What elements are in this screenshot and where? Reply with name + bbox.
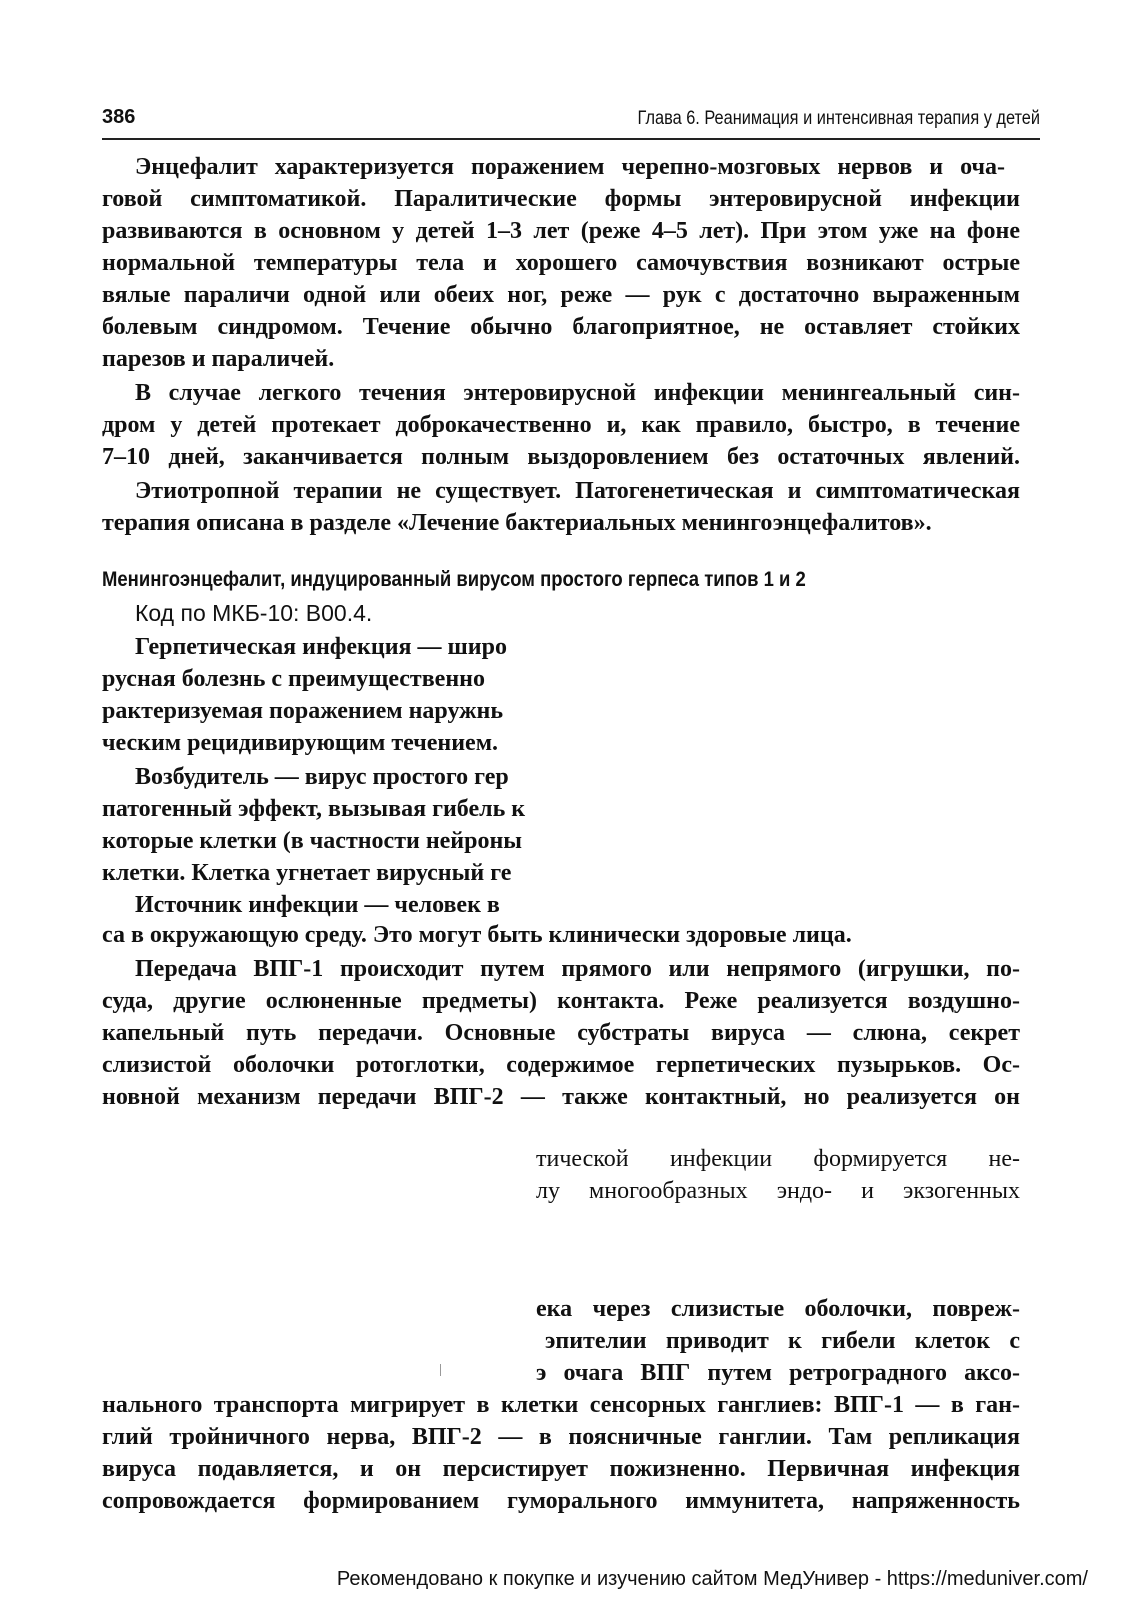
text-line: э очага ВПГ путем ретроградного аксо- [536,1360,1020,1386]
text-line: тической инфекции формируется не- [536,1146,1020,1172]
text-line: дром у детей протекает доброкачественно и, как правило, быстро, в течение [102,412,1020,438]
footer-note: Рекомендовано к покупке и изучению сайтом МедУнивер - https://meduniver.com/ [336,1568,1088,1590]
text-line: вялые параличи одной или обеих ног, реже — рук с достаточно выраженным [102,282,1020,308]
text-line: развиваются в основном у детей 1–3 лет (реже 4–5 лет). При этом уже на фоне [102,218,1020,244]
scan-artifact [440,1364,441,1376]
text-line: 7–10 дней, заканчивается полным выздоровлением без остаточных явлений. [102,444,1020,470]
text-line: Источник инфекции — человек в [135,892,500,918]
text-line: которые клетки (в частности нейроны [102,828,523,854]
page-number: 386 [102,106,136,128]
text-line: болевым синдромом. Течение обычно благоприятное, не оставляет стойких [102,314,1020,340]
text-line: Передача ВПГ-1 происходит путем прямого или непрямого (игрушки, по- [135,956,1020,982]
text-line: ческим рецидивирующим течением. [102,730,499,756]
page-header [102,104,1040,140]
text-line: сопровождается формированием гуморального иммунитета, напряженность [102,1488,1020,1514]
running-title: Глава 6. Реанимация и интенсивная терапия у детей [637,108,1040,129]
text-line: суда, другие ослюненные предметы) контакта. Реже реализуется воздушно- [102,988,1020,1014]
text-line: парезов и параличей. [102,346,335,372]
text-line: вируса подавляется, и он персистирует пожизненно. Первичная инфекция [102,1456,1020,1482]
text-line: ека через слизистые оболочки, повреж- [536,1296,1020,1322]
text-line: глий тройничного нерва, ВПГ-2 — в поясничные ганглии. Там репликация [102,1424,1020,1450]
text-line: слизистой оболочки ротоглотки, содержимое герпетических пузырьков. Ос- [102,1052,1020,1078]
text-line: са в окружающую среду. Это могут быть клинически здоровые лица. [102,922,852,948]
text-line: В случае легкого течения энтеровирусной инфекции менингеальный син- [135,380,1020,406]
text-line: Этиотропной терапии не существует. Патогенетическая и симптоматическая [135,478,1020,504]
text-line: эпителии приводит к гибели клеток с [545,1328,1020,1354]
text-line: русная болезнь с преимущественно [102,666,485,692]
text-line: нормальной температуры тела и хорошего самочувствия возникают острые [102,250,1020,276]
text-line: патогенный эффект, вызывая гибель к [102,796,526,822]
text-line: рактеризуемая поражением наружнь [102,698,504,724]
text-line: капельный путь передачи. Основные субстраты вируса — слюна, секрет [102,1020,1020,1046]
text-line: Герпетическая инфекция — широ [135,634,507,660]
text-line: лу многообразных эндо- и экзогенных [536,1178,1020,1204]
text-line: клетки. Клетка угнетает вирусный ге [102,860,512,886]
text-line: новной механизм передачи ВПГ-2 — также контактный, но реализуется он [102,1084,1020,1110]
text-line: Возбудитель — вирус простого гер [135,764,509,790]
text-line: Энцефалит характеризуется поражением черепно-мозговых нервов и оча- [135,154,1005,180]
icd-code-line: Код по МКБ-10: В00.4. [135,600,373,626]
text-line: говой симптоматикой. Паралитические формы энтеровирусной инфекции [102,186,1020,212]
section-heading: Менингоэнцефалит, индуцированный вирусом простого герпеса типов 1 и 2 [102,568,806,591]
text-line: нального транспорта мигрирует в клетки сенсорных ганглиев: ВПГ-1 — в ган- [102,1392,1020,1418]
text-line: терапия описана в разделе «Лечение бактериальных менингоэнцефалитов». [102,510,932,536]
